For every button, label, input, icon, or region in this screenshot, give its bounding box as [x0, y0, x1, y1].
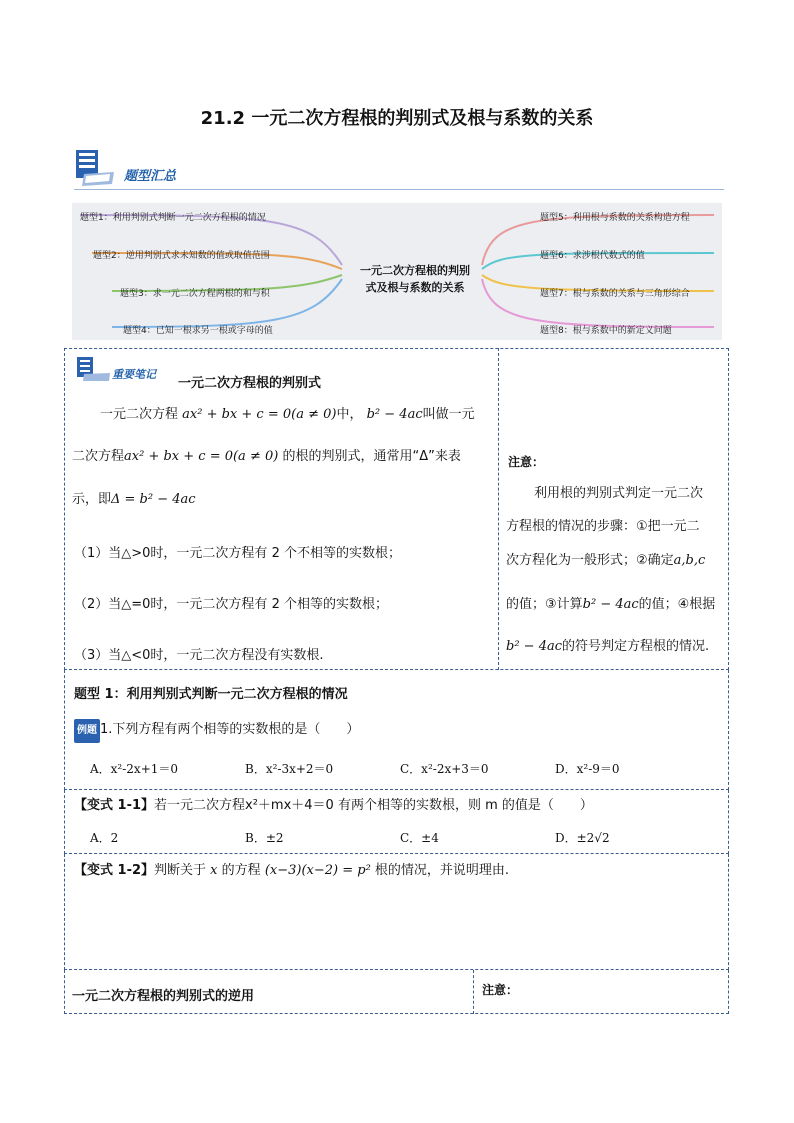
part2-heading: 一元二次方程根的判别式的逆用 — [72, 989, 255, 1004]
mindmap-item-8: 题型8：根与系数中的新定义问题 — [540, 326, 672, 336]
variant-1-1-question: 【变式 1-1】若一元二次方程x²＋mx＋4＝0 有两个相等的实数根，则 m 的值是（ ） — [74, 798, 593, 813]
part2-divider — [473, 970, 474, 1014]
mindmap-item-5: 题型5：利用根与系数的关系构造方程 — [540, 213, 690, 223]
mindmap-item-4: 题型4：已知一根求另一根或字母的值 — [123, 326, 273, 336]
variant-1-1-option-d: D．±2√2 — [555, 831, 610, 845]
variant-1-1-option-b: B．±2 — [245, 831, 284, 845]
part1-paragraph-line3: 示，即Δ = b² − 4ac — [72, 492, 196, 507]
notes-icon — [76, 356, 112, 382]
note-line-5: b² − 4ac的符号判定方程根的情况. — [506, 639, 710, 654]
mindmap-center: 一元二次方程根的判别 式及根与系数的关系 — [360, 264, 470, 294]
variant-1-1-option-a: A．2 — [90, 831, 119, 845]
note-title: 注意： — [508, 455, 545, 469]
page-title: 21.2 一元二次方程根的判别式及根与系数的关系 — [200, 108, 594, 129]
mindmap-item-2: 题型2：逆用判别式求未知数的值或取值范围 — [93, 251, 270, 261]
mindmap-item-7: 题型7：根与系数的关系与三角形综合 — [540, 289, 690, 299]
case-1: （1）当△>0时，一元二次方程有 2 个不相等的实数根； — [74, 546, 401, 561]
part1-paragraph-line2: 二次方程ax² + bx + c = 0(a ≠ 0) 的根的判别式，通常用“Δ”来表 — [72, 449, 461, 464]
mindmap-item-1: 题型1：利用判别式判断一元二次方程根的情况 — [80, 213, 266, 223]
case-3: （3）当△<0时，一元二次方程没有实数根. — [74, 648, 324, 663]
example-option-a: A．x²-2x+1＝0 — [90, 762, 179, 776]
note-line-2: 方程根的情况的步骤：①把一元二 — [506, 519, 700, 534]
book-stack-icon — [74, 148, 118, 188]
note-line-4: 的值；③计算b² − 4ac的值；④根据 — [506, 597, 716, 612]
notes-label: 重要笔记 — [112, 368, 156, 381]
notes-divider — [498, 348, 499, 670]
note-line-3: 次方程化为一般形式；②确定a,b,c — [506, 553, 706, 568]
example-option-d: D．x²-9＝0 — [555, 762, 620, 776]
example-option-b: B．x²-3x+2＝0 — [245, 762, 334, 776]
section-divider — [74, 189, 724, 190]
variant-1-1-option-c: C．±4 — [400, 831, 439, 845]
case-2: （2）当△=0时，一元二次方程有 2 个相等的实数根； — [74, 597, 388, 612]
example-badge: 例题 — [74, 719, 100, 743]
example-option-c: C．x²-2x+3＝0 — [400, 762, 489, 776]
note-line-1: 利用根的判别式判定一元二次 — [534, 486, 704, 501]
variant-1-2-question: 【变式 1-2】判断关于 x 的方程 (x−3)(x−2) = p² 根的情况，并说明理由. — [74, 863, 510, 878]
type1-heading: 题型 1：利用判别式判断一元二次方程根的情况 — [74, 687, 348, 702]
part1-paragraph-line1: 一元二次方程 ax² + bx + c = 0(a ≠ 0)中， b² − 4ac叫做一元 — [100, 407, 475, 422]
mindmap-item-3: 题型3：求一元二次方程两根的和与积 — [120, 289, 270, 299]
mindmap-item-6: 题型6：求涉根代数式的值 — [540, 251, 645, 261]
section-label: 题型汇总 — [124, 169, 177, 184]
example-question: 例题 1.下列方程有两个相等的实数根的是（ ） — [74, 719, 359, 743]
part1-heading: 一元二次方程根的判别式 — [178, 376, 322, 391]
part2-note-title: 注意： — [482, 983, 519, 997]
